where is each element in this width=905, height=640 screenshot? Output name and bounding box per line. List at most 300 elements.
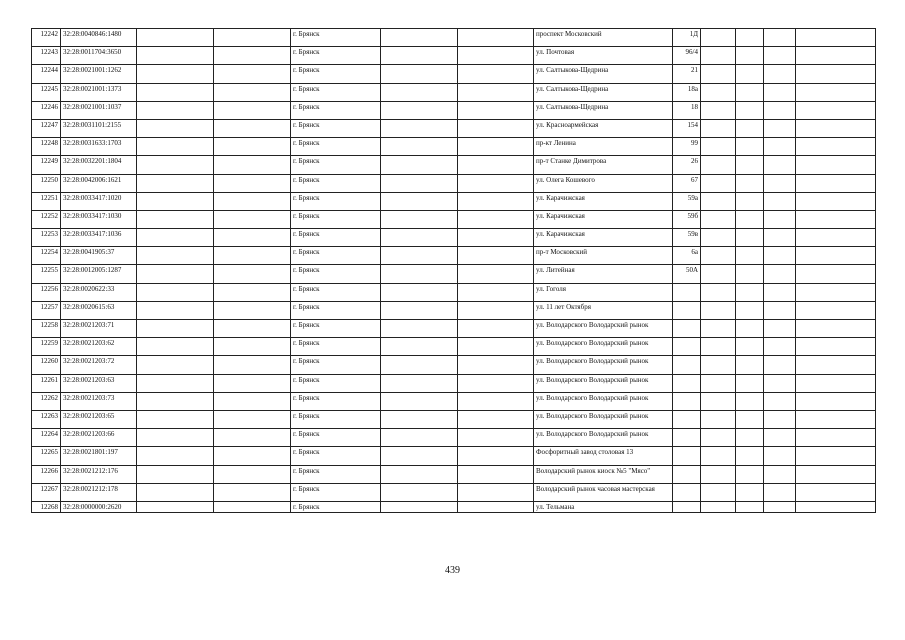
cell-num: 12264 [32, 429, 61, 447]
cell-empty [214, 101, 291, 119]
cell-empty [736, 65, 764, 83]
cell-empty [381, 119, 458, 137]
cell-num: 12252 [32, 210, 61, 228]
table-row [32, 392, 876, 410]
cell-num: 12255 [32, 265, 61, 283]
cell-street: ул. Володарского Володарский рынок [534, 429, 673, 447]
cell-street: ул. Олега Кошевого [534, 174, 673, 192]
cell-empty [796, 338, 876, 356]
cell-empty [796, 174, 876, 192]
cell-house: 59а [673, 192, 701, 210]
cell-empty [381, 247, 458, 265]
cell-empty [137, 101, 214, 119]
cell-cadastral: 32:28:0012005:1287 [61, 265, 137, 283]
cell-empty [137, 447, 214, 465]
cell-empty [458, 374, 534, 392]
cell-empty [214, 83, 291, 101]
cell-empty [137, 83, 214, 101]
cell-cadastral: 32:28:0021203:72 [61, 356, 137, 374]
table-row [32, 356, 876, 374]
cell-empty [701, 392, 736, 410]
table-row [32, 429, 876, 447]
cell-empty [137, 138, 214, 156]
cell-street: ул. Карачижская [534, 192, 673, 210]
cell-empty [736, 174, 764, 192]
cell-num: 12245 [32, 83, 61, 101]
cell-empty [214, 301, 291, 319]
cell-empty [701, 101, 736, 119]
cell-empty [214, 447, 291, 465]
cell-street: проспект Московский [534, 29, 673, 47]
cell-empty [381, 29, 458, 47]
cell-empty [137, 174, 214, 192]
cell-empty [736, 210, 764, 228]
cell-empty [736, 429, 764, 447]
cell-empty [736, 119, 764, 137]
cell-empty [214, 229, 291, 247]
cell-cadastral: 32:28:0033417:1036 [61, 229, 137, 247]
cell-empty [214, 119, 291, 137]
cell-empty [764, 174, 796, 192]
cell-empty [458, 247, 534, 265]
cell-empty [764, 247, 796, 265]
cell-street: ул. 11 лет Октября [534, 301, 673, 319]
cell-empty [458, 174, 534, 192]
cell-empty [458, 465, 534, 483]
cell-cadastral: 32:28:0000000:2620 [61, 501, 137, 513]
cell-empty [764, 29, 796, 47]
cell-empty [458, 265, 534, 283]
cell-cadastral: 32:28:0021203:62 [61, 338, 137, 356]
cell-num: 12243 [32, 47, 61, 65]
table-row [32, 47, 876, 65]
cell-cadastral: 32:28:0033417:1020 [61, 192, 137, 210]
cell-num: 12251 [32, 192, 61, 210]
cell-city: г. Брянск [291, 229, 381, 247]
cell-house: 67 [673, 174, 701, 192]
cell-house: 154 [673, 119, 701, 137]
cell-house: 6а [673, 247, 701, 265]
cell-empty [137, 247, 214, 265]
cell-empty [458, 210, 534, 228]
cell-empty [458, 301, 534, 319]
cell-house: 50А [673, 265, 701, 283]
cell-num: 12253 [32, 229, 61, 247]
cell-empty [796, 483, 876, 501]
cell-empty [137, 29, 214, 47]
cell-city: г. Брянск [291, 174, 381, 192]
cell-empty [796, 283, 876, 301]
table-row [32, 229, 876, 247]
cell-street: Фосфоритный завод столовая 13 [534, 447, 673, 465]
cell-num: 12250 [32, 174, 61, 192]
cell-empty [381, 138, 458, 156]
cell-num: 12247 [32, 119, 61, 137]
cell-city: г. Брянск [291, 447, 381, 465]
cell-empty [701, 338, 736, 356]
cell-empty [214, 265, 291, 283]
cell-empty [736, 410, 764, 428]
cell-city: г. Брянск [291, 501, 381, 513]
cell-empty [381, 447, 458, 465]
table-row [32, 320, 876, 338]
cell-empty [458, 119, 534, 137]
cell-empty [764, 374, 796, 392]
cell-house [673, 429, 701, 447]
table-row [32, 83, 876, 101]
cell-empty [137, 483, 214, 501]
table-row [32, 338, 876, 356]
cell-empty [137, 192, 214, 210]
cell-empty [381, 356, 458, 374]
cell-house [673, 465, 701, 483]
table-row [32, 283, 876, 301]
cell-street: пр-т Станке Димитрова [534, 156, 673, 174]
cell-empty [137, 156, 214, 174]
cell-empty [701, 410, 736, 428]
cell-city: г. Брянск [291, 138, 381, 156]
cell-num: 12263 [32, 410, 61, 428]
cell-empty [736, 29, 764, 47]
cell-empty [736, 338, 764, 356]
cell-empty [701, 192, 736, 210]
cell-house [673, 338, 701, 356]
cell-city: г. Брянск [291, 119, 381, 137]
cell-empty [796, 247, 876, 265]
cell-empty [701, 483, 736, 501]
cell-city: г. Брянск [291, 320, 381, 338]
cell-city: г. Брянск [291, 429, 381, 447]
cell-city: г. Брянск [291, 301, 381, 319]
cell-empty [796, 119, 876, 137]
cell-empty [458, 65, 534, 83]
cell-empty [764, 265, 796, 283]
cell-house: 26 [673, 156, 701, 174]
cell-empty [736, 483, 764, 501]
cell-empty [214, 210, 291, 228]
cell-street: Володарский рынок часовая мастерская [534, 483, 673, 501]
cell-empty [214, 501, 291, 513]
cell-empty [796, 210, 876, 228]
cell-cadastral: 32:28:0021001:1262 [61, 65, 137, 83]
cell-empty [214, 29, 291, 47]
cell-empty [764, 47, 796, 65]
cell-empty [764, 283, 796, 301]
cell-empty [381, 301, 458, 319]
cell-empty [458, 138, 534, 156]
cell-empty [137, 374, 214, 392]
table-row [32, 501, 876, 513]
table-row [32, 119, 876, 137]
cell-num: 12266 [32, 465, 61, 483]
cell-cadastral: 32:28:0020622:33 [61, 283, 137, 301]
cell-house [673, 283, 701, 301]
cell-empty [796, 138, 876, 156]
cell-num: 12268 [32, 501, 61, 513]
table-row [32, 247, 876, 265]
cell-empty [764, 320, 796, 338]
cell-empty [381, 174, 458, 192]
cell-cadastral: 32:28:0021001:1373 [61, 83, 137, 101]
cell-empty [381, 156, 458, 174]
cell-empty [796, 429, 876, 447]
cell-city: г. Брянск [291, 47, 381, 65]
cell-empty [736, 501, 764, 513]
cell-empty [701, 119, 736, 137]
cell-empty [736, 265, 764, 283]
cell-city: г. Брянск [291, 192, 381, 210]
cell-empty [764, 156, 796, 174]
cell-house [673, 320, 701, 338]
cell-street: ул. Салтыкова-Щедрина [534, 65, 673, 83]
cell-empty [796, 65, 876, 83]
table-body [32, 29, 876, 513]
cell-empty [458, 392, 534, 410]
cell-empty [214, 374, 291, 392]
cell-empty [214, 247, 291, 265]
cell-empty [701, 447, 736, 465]
cell-empty [736, 47, 764, 65]
cell-house [673, 374, 701, 392]
cell-empty [458, 29, 534, 47]
cell-empty [381, 283, 458, 301]
cell-empty [764, 210, 796, 228]
cell-cadastral: 32:28:0021801:197 [61, 447, 137, 465]
cell-empty [137, 501, 214, 513]
cell-empty [214, 338, 291, 356]
cell-empty [458, 320, 534, 338]
table-row [32, 138, 876, 156]
cell-empty [458, 283, 534, 301]
cell-city: г. Брянск [291, 465, 381, 483]
cell-cadastral: 32:28:0031101:2155 [61, 119, 137, 137]
cell-empty [701, 356, 736, 374]
cell-empty [796, 83, 876, 101]
cell-cadastral: 32:28:0021212:176 [61, 465, 137, 483]
cell-empty [764, 429, 796, 447]
cell-empty [214, 283, 291, 301]
cell-street: ул. Володарского Володарский рынок [534, 374, 673, 392]
cell-num: 12261 [32, 374, 61, 392]
cell-street: ул. Тельмана [534, 501, 673, 513]
cell-empty [764, 101, 796, 119]
cell-empty [137, 210, 214, 228]
cell-empty [764, 229, 796, 247]
cell-house [673, 301, 701, 319]
cell-num: 12244 [32, 65, 61, 83]
cell-num: 12260 [32, 356, 61, 374]
cell-empty [381, 101, 458, 119]
cell-street: Володарский рынок киоск №5 "Мясо" [534, 465, 673, 483]
table-row [32, 265, 876, 283]
cell-empty [214, 47, 291, 65]
cell-empty [796, 301, 876, 319]
cell-house: 59в [673, 229, 701, 247]
cell-empty [796, 156, 876, 174]
cell-empty [764, 192, 796, 210]
cell-empty [701, 429, 736, 447]
cell-empty [137, 265, 214, 283]
cell-empty [381, 338, 458, 356]
cell-empty [458, 483, 534, 501]
cell-empty [796, 356, 876, 374]
cell-empty [796, 392, 876, 410]
table-row [32, 465, 876, 483]
cell-empty [736, 101, 764, 119]
cell-empty [458, 429, 534, 447]
cell-empty [458, 501, 534, 513]
cell-cadastral: 32:28:0040846:1480 [61, 29, 137, 47]
cell-empty [796, 101, 876, 119]
cell-empty [796, 265, 876, 283]
cell-empty [764, 65, 796, 83]
cell-empty [214, 138, 291, 156]
cell-street: ул. Почтовая [534, 47, 673, 65]
cell-empty [137, 283, 214, 301]
cell-empty [796, 465, 876, 483]
cell-num: 12242 [32, 29, 61, 47]
table-row [32, 192, 876, 210]
cell-city: г. Брянск [291, 101, 381, 119]
cell-cadastral: 32:28:0031633:1703 [61, 138, 137, 156]
cell-empty [796, 320, 876, 338]
cell-empty [458, 410, 534, 428]
cell-empty [764, 447, 796, 465]
cell-empty [764, 119, 796, 137]
cell-empty [381, 47, 458, 65]
cell-city: г. Брянск [291, 356, 381, 374]
cell-num: 12256 [32, 283, 61, 301]
cell-house [673, 392, 701, 410]
cell-empty [764, 356, 796, 374]
cell-empty [381, 265, 458, 283]
cell-empty [214, 174, 291, 192]
table-row [32, 483, 876, 501]
cell-empty [214, 65, 291, 83]
cell-cadastral: 32:28:0020615:63 [61, 301, 137, 319]
cell-city: г. Брянск [291, 210, 381, 228]
cell-cadastral: 32:28:0041905:37 [61, 247, 137, 265]
cell-num: 12259 [32, 338, 61, 356]
table-row [32, 447, 876, 465]
cell-empty [381, 429, 458, 447]
cell-empty [458, 101, 534, 119]
cell-empty [458, 47, 534, 65]
cell-house [673, 447, 701, 465]
cell-city: г. Брянск [291, 83, 381, 101]
cell-empty [214, 465, 291, 483]
cell-city: г. Брянск [291, 410, 381, 428]
cell-num: 12249 [32, 156, 61, 174]
cell-cadastral: 32:28:0021212:178 [61, 483, 137, 501]
page-number: 439 [445, 565, 460, 576]
cell-empty [458, 447, 534, 465]
cell-street: ул. Салтыкова-Щедрина [534, 101, 673, 119]
cell-empty [458, 192, 534, 210]
table-row [32, 410, 876, 428]
cell-empty [381, 229, 458, 247]
cell-empty [736, 83, 764, 101]
cell-empty [701, 283, 736, 301]
cell-empty [701, 83, 736, 101]
cell-empty [381, 192, 458, 210]
cell-empty [701, 374, 736, 392]
cell-empty [764, 501, 796, 513]
cell-empty [736, 192, 764, 210]
cell-empty [736, 447, 764, 465]
cell-empty [381, 483, 458, 501]
cell-empty [701, 229, 736, 247]
cell-street: ул. Володарского Володарский рынок [534, 410, 673, 428]
cell-empty [137, 65, 214, 83]
cell-city: г. Брянск [291, 483, 381, 501]
cell-num: 12258 [32, 320, 61, 338]
cell-street: ул. Володарского Володарский рынок [534, 338, 673, 356]
table-row [32, 174, 876, 192]
cell-empty [137, 465, 214, 483]
cell-city: г. Брянск [291, 29, 381, 47]
cell-empty [701, 247, 736, 265]
cell-empty [381, 392, 458, 410]
cell-empty [736, 301, 764, 319]
cell-cadastral: 32:28:0021203:63 [61, 374, 137, 392]
cell-house: 21 [673, 65, 701, 83]
cell-num: 12257 [32, 301, 61, 319]
cell-empty [736, 283, 764, 301]
cell-empty [736, 320, 764, 338]
cell-empty [137, 410, 214, 428]
cell-city: г. Брянск [291, 283, 381, 301]
cell-cadastral: 32:28:0032201:1804 [61, 156, 137, 174]
cell-cadastral: 32:28:0021203:71 [61, 320, 137, 338]
cell-empty [701, 301, 736, 319]
cell-empty [736, 465, 764, 483]
cell-empty [381, 210, 458, 228]
cell-empty [764, 338, 796, 356]
cell-empty [796, 29, 876, 47]
table-row [32, 374, 876, 392]
cell-empty [736, 356, 764, 374]
cell-empty [796, 374, 876, 392]
cell-empty [796, 229, 876, 247]
cell-cadastral: 32:28:0011704:3650 [61, 47, 137, 65]
cell-street: ул. Гоголя [534, 283, 673, 301]
cell-empty [701, 265, 736, 283]
cell-empty [381, 501, 458, 513]
cell-cadastral: 32:28:0021203:66 [61, 429, 137, 447]
cell-empty [137, 229, 214, 247]
table-row [32, 101, 876, 119]
cell-city: г. Брянск [291, 392, 381, 410]
cell-cadastral: 32:28:0021203:65 [61, 410, 137, 428]
cell-empty [381, 83, 458, 101]
cell-empty [137, 338, 214, 356]
cell-num: 12265 [32, 447, 61, 465]
cell-empty [796, 47, 876, 65]
cell-empty [701, 65, 736, 83]
cell-empty [764, 465, 796, 483]
table-row [32, 29, 876, 47]
cell-empty [764, 301, 796, 319]
cell-street: ул. Салтыкова-Щедрина [534, 83, 673, 101]
cell-empty [137, 356, 214, 374]
cell-city: г. Брянск [291, 338, 381, 356]
cell-cadastral: 32:28:0021001:1037 [61, 101, 137, 119]
cell-empty [137, 392, 214, 410]
cell-empty [701, 210, 736, 228]
cell-street: пр-т Московский [534, 247, 673, 265]
cell-city: г. Брянск [291, 65, 381, 83]
